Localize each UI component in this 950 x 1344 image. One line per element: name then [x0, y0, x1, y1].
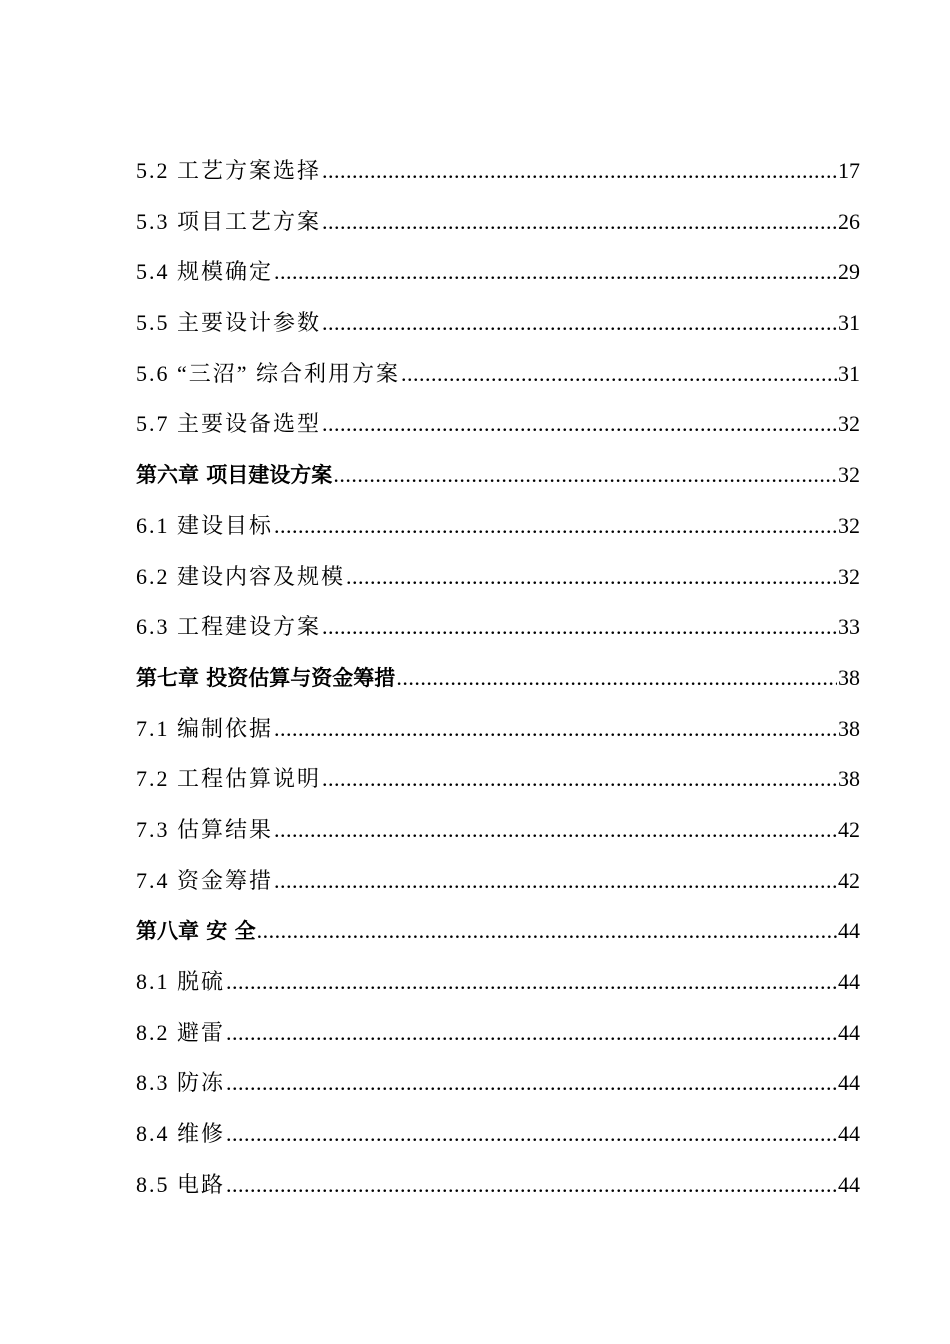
toc-entry-title: 7.2 工程估算说明 [136, 766, 322, 792]
toc-leader-dots [226, 957, 837, 1008]
toc-leader-dots [257, 906, 837, 957]
toc-chapter-title: 第七章 投资估算与资金筹措 [136, 665, 396, 690]
toc-page-number: 32 [838, 411, 860, 437]
toc-page-number: 42 [838, 816, 860, 842]
toc-entry-5-2[interactable] [136, 146, 860, 197]
toc-leader-dots [274, 856, 837, 907]
toc-entry-8-2[interactable] [136, 1008, 860, 1059]
toc-page-number: 44 [838, 1121, 860, 1147]
toc-leader-dots [322, 197, 837, 248]
toc-entry-7-4[interactable] [136, 856, 860, 907]
toc-entry-7-2[interactable] [136, 754, 860, 805]
toc-page-number: 44 [838, 1171, 860, 1197]
toc-chapter-title: 第六章 项目建设方案 [136, 463, 333, 488]
toc-entry-6-2[interactable] [136, 552, 860, 603]
toc-leader-dots [322, 298, 837, 349]
toc-entry-8-3[interactable] [136, 1058, 860, 1109]
toc-entry-title: 8.5 电路 [136, 1171, 226, 1197]
toc-entry-title: 5.5 主要设计参数 [136, 310, 322, 336]
toc-entry-7-3[interactable] [136, 805, 860, 856]
toc-page-number: 32 [838, 563, 860, 589]
toc-entry-title: 8.1 脱硫 [136, 969, 226, 994]
toc-page-number: 17 [838, 158, 860, 183]
toc-leader-dots [274, 501, 837, 552]
toc-page-number: 44 [838, 918, 860, 944]
toc-entry-title: 5.6 “三沼” 综合利用方案 [136, 360, 401, 386]
toc-entry-title: 8.2 避雷 [136, 1019, 226, 1045]
toc-chapter-7[interactable] [136, 653, 860, 704]
toc-page-number: 38 [838, 715, 860, 741]
toc-entry-6-3[interactable] [136, 602, 860, 653]
toc-entry-title: 7.1 编制依据 [136, 715, 274, 741]
toc-entry-title: 5.3 项目工艺方案 [136, 208, 322, 234]
toc-page-number: 42 [838, 867, 860, 893]
toc-page-number: 38 [838, 766, 860, 792]
toc-entry-5-4[interactable] [136, 247, 860, 298]
toc-leader-dots [396, 653, 837, 704]
toc-leader-dots [322, 754, 837, 805]
toc-page-number: 31 [838, 310, 860, 336]
toc-leader-dots [322, 146, 837, 197]
toc-entry-title: 5.4 规模确定 [136, 259, 274, 285]
toc-page-number: 32 [838, 512, 860, 538]
toc-leader-dots [322, 399, 837, 450]
toc-page-number: 33 [838, 614, 860, 640]
toc-leader-dots [333, 450, 837, 501]
toc-chapter-8[interactable] [136, 906, 860, 957]
toc-entry-title: 6.3 工程建设方案 [136, 614, 322, 640]
toc-entry-8-5[interactable] [136, 1160, 860, 1211]
toc-entry-6-1[interactable] [136, 501, 860, 552]
toc-leader-dots [226, 1008, 837, 1059]
toc-leader-dots [401, 349, 837, 400]
toc-entry-title: 6.2 建设内容及规模 [136, 563, 346, 589]
toc-entry-8-1[interactable] [136, 957, 860, 1008]
toc-page-number: 32 [838, 462, 860, 488]
toc-leader-dots [346, 552, 837, 603]
toc-chapter-6[interactable] [136, 450, 860, 501]
toc-leader-dots [274, 247, 837, 298]
toc-leader-dots [226, 1109, 837, 1160]
toc-leader-dots [226, 1058, 837, 1109]
toc-chapter-title: 第八章 安 全 [136, 919, 256, 944]
toc-entry-7-1[interactable] [136, 704, 860, 755]
toc-entry-title: 8.4 维修 [136, 1121, 226, 1147]
table-of-contents [136, 146, 860, 1210]
toc-entry-title: 7.4 资金筹措 [136, 867, 274, 893]
toc-page-number: 26 [838, 208, 860, 234]
toc-entry-5-5[interactable] [136, 298, 860, 349]
toc-entry-title: 5.2 工艺方案选择 [136, 158, 322, 183]
toc-entry-title: 6.1 建设目标 [136, 512, 274, 538]
toc-leader-dots [274, 805, 837, 856]
toc-entry-title: 5.7 主要设备选型 [136, 411, 322, 437]
toc-page-number: 44 [838, 1019, 860, 1045]
toc-entry-5-6[interactable] [136, 349, 860, 400]
toc-page-number: 29 [838, 259, 860, 285]
toc-entry-title: 8.3 防冻 [136, 1070, 226, 1096]
toc-page-number: 44 [838, 1070, 860, 1096]
toc-page-number: 38 [838, 664, 860, 690]
toc-page-number: 31 [838, 360, 860, 386]
toc-entry-5-7[interactable] [136, 399, 860, 450]
toc-entry-title: 7.3 估算结果 [136, 816, 274, 842]
toc-entry-5-3[interactable] [136, 197, 860, 248]
toc-entry-8-4[interactable] [136, 1109, 860, 1160]
toc-leader-dots [226, 1160, 837, 1211]
toc-leader-dots [322, 602, 837, 653]
toc-page-number: 44 [838, 969, 860, 994]
toc-leader-dots [274, 704, 837, 755]
